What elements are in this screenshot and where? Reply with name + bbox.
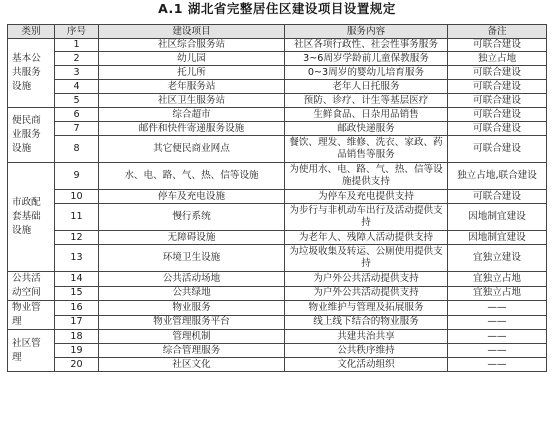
- table-row: [8, 204, 547, 231]
- note-cell: ——: [448, 330, 547, 344]
- service-cell: 为户外公共活动提供支持: [285, 272, 448, 287]
- note-cell: 可联合建设: [448, 108, 547, 122]
- project-cell: 无障碍设施: [99, 231, 285, 245]
- service-cell: 生鲜食品、日杂用品销售: [285, 108, 448, 122]
- note-cell: 可联合建设: [448, 66, 547, 80]
- project-settings-table: [7, 24, 547, 372]
- number-cell: 20: [55, 358, 99, 372]
- table-row: [8, 136, 547, 163]
- project-cell: 管理机制: [99, 330, 285, 344]
- number-cell: 4: [55, 80, 99, 94]
- note-cell: 因地制宜建设: [448, 231, 547, 245]
- category-cell: 社区管理: [8, 330, 55, 372]
- note-cell: ——: [448, 358, 547, 372]
- table-body: [8, 39, 547, 372]
- header-service: 服务内容: [285, 25, 448, 39]
- note-cell: 可联合建设: [448, 39, 547, 52]
- service-cell: 共建共治共享: [285, 330, 448, 344]
- project-cell: 物业服务: [99, 301, 285, 316]
- service-cell: 物业维护与管理及拓展服务: [285, 301, 448, 316]
- service-cell: 老年人日托服务: [285, 80, 448, 94]
- number-cell: 5: [55, 94, 99, 108]
- table-row: [8, 80, 547, 94]
- project-cell: 社区文化: [99, 358, 285, 372]
- number-cell: 15: [55, 286, 99, 301]
- category-cell: 物业管理: [8, 301, 55, 330]
- table-row: [8, 52, 547, 66]
- header-note: 备注: [448, 25, 547, 39]
- table-header: [8, 25, 547, 39]
- table-row: [8, 231, 547, 245]
- project-cell: 社区综合服务站: [99, 39, 285, 52]
- number-cell: 19: [55, 344, 99, 358]
- project-cell: 公共绿地: [99, 286, 285, 301]
- project-cell: 社区卫生服务站: [99, 94, 285, 108]
- number-cell: 16: [55, 301, 99, 316]
- number-cell: 9: [55, 163, 99, 190]
- project-cell: 公共活动场地: [99, 272, 285, 287]
- project-cell: 水、电、路、气、热、信等设施: [99, 163, 285, 190]
- project-cell: 托儿所: [99, 66, 285, 80]
- header-project: 建设项目: [99, 25, 285, 39]
- category-cell: 便民商业服务设施: [8, 108, 55, 163]
- note-cell: 可联合建设: [448, 80, 547, 94]
- number-cell: 17: [55, 315, 99, 330]
- table-row: [8, 245, 547, 272]
- project-cell: 慢行系统: [99, 204, 285, 231]
- table-row: [8, 358, 547, 372]
- service-cell: 为步行与非机动车出行及活动提供支持: [285, 204, 448, 231]
- project-cell: 综合超市: [99, 108, 285, 122]
- note-cell: 可联合建设: [448, 136, 547, 163]
- number-cell: 10: [55, 190, 99, 204]
- number-cell: 18: [55, 330, 99, 344]
- project-cell: 邮件和快件寄递服务设施: [99, 122, 285, 136]
- project-cell: 其它便民商业网点: [99, 136, 285, 163]
- service-cell: 为使用水、电、路、气、热、信等设施提供支持: [285, 163, 448, 190]
- service-cell: 为老年人、残障人活动提供支持: [285, 231, 448, 245]
- table-row: [8, 330, 547, 344]
- table-row: [8, 122, 547, 136]
- number-cell: 11: [55, 204, 99, 231]
- note-cell: 独立占地: [448, 52, 547, 66]
- service-cell: 线上线下结合的物业服务: [285, 315, 448, 330]
- table-row: [8, 301, 547, 316]
- number-cell: 12: [55, 231, 99, 245]
- service-cell: 公共秩序维持: [285, 344, 448, 358]
- number-cell: 14: [55, 272, 99, 287]
- note-cell: 宜独立占地: [448, 272, 547, 287]
- project-cell: 环境卫生设施: [99, 245, 285, 272]
- number-cell: 7: [55, 122, 99, 136]
- service-cell: 为垃圾收集及转运、公厕使用提供支持: [285, 245, 448, 272]
- table-row: [8, 286, 547, 301]
- project-cell: 幼儿园: [99, 52, 285, 66]
- header-row: [8, 25, 547, 39]
- service-cell: 社区各项行政性、社会性事务服务: [285, 39, 448, 52]
- project-cell: 物业管理服务平台: [99, 315, 285, 330]
- category-cell: 基本公共服务设施: [8, 39, 55, 108]
- note-cell: 可联合建设: [448, 122, 547, 136]
- note-cell: ——: [448, 301, 547, 316]
- note-cell: 独立占地,联合建设: [448, 163, 547, 190]
- category-cell: 市政配套基础设施: [8, 163, 55, 272]
- service-cell: 餐饮、理发、维修、洗衣、家政、药品销售等服务: [285, 136, 448, 163]
- header-number: 序号: [55, 25, 99, 39]
- service-cell: 为停车及充电提供支持: [285, 190, 448, 204]
- number-cell: 6: [55, 108, 99, 122]
- table-row: [8, 344, 547, 358]
- document-title: A.1 湖北省完整居住区建设项目设置规定: [158, 1, 396, 16]
- service-cell: 3~6周岁学龄前儿童保教服务: [285, 52, 448, 66]
- service-cell: 为户外公共活动提供支持: [285, 286, 448, 301]
- service-cell: 预防、诊疗、计生等基层医疗: [285, 94, 448, 108]
- number-cell: 8: [55, 136, 99, 163]
- number-cell: 13: [55, 245, 99, 272]
- table-row: [8, 272, 547, 287]
- note-cell: 可联合建设: [448, 190, 547, 204]
- table-row: [8, 190, 547, 204]
- table-row: [8, 66, 547, 80]
- project-cell: 停车及充电设施: [99, 190, 285, 204]
- header-category: 类别: [8, 25, 55, 39]
- service-cell: 邮政快递服务: [285, 122, 448, 136]
- note-cell: 宜独立占地: [448, 286, 547, 301]
- note-cell: 可联合建设: [448, 94, 547, 108]
- table-row: [8, 94, 547, 108]
- project-cell: 老年服务站: [99, 80, 285, 94]
- table-row: [8, 163, 547, 190]
- category-cell: 公共活动空间: [8, 272, 55, 301]
- number-cell: 1: [55, 39, 99, 52]
- note-cell: ——: [448, 315, 547, 330]
- note-cell: 因地制宜建设: [448, 204, 547, 231]
- table-row: [8, 108, 547, 122]
- project-cell: 综合管理服务: [99, 344, 285, 358]
- service-cell: 0~3周岁的婴幼儿培育服务: [285, 66, 448, 80]
- table-row: [8, 315, 547, 330]
- number-cell: 3: [55, 66, 99, 80]
- table-row: [8, 39, 547, 52]
- number-cell: 2: [55, 52, 99, 66]
- service-cell: 文化活动组织: [285, 358, 448, 372]
- note-cell: 宜独立建设: [448, 245, 547, 272]
- note-cell: ——: [448, 344, 547, 358]
